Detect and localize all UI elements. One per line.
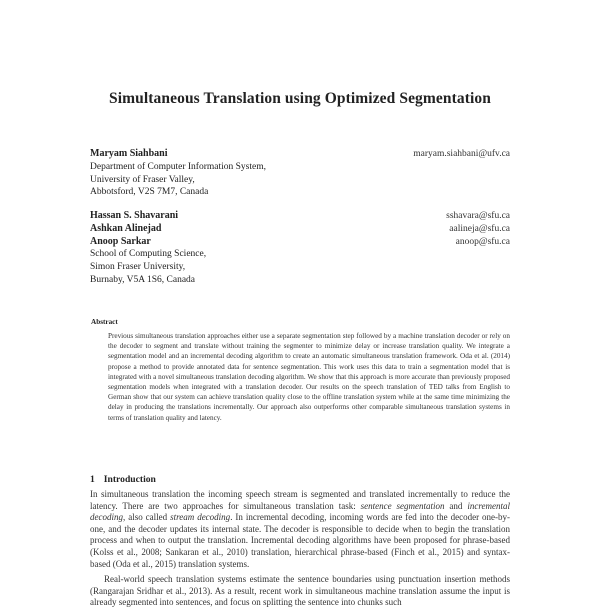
author-email-group [446, 210, 510, 248]
text-run: . In incremental decoding, incoming words are fed into the decoder one-by-one, and the decoder updates its internal state. The decoder is responsible to decide when to begin the translation process and when to output the translation. Incremental decoding algorithms have been proposed for phrase-based (Kolss et al., 2008; Sankaran et al., 2010) translation, hierarchical phrase-based (Finch et al., 2015) and syntax-based (Oda et al., 2015) translation systems. [90, 512, 511, 569]
text-run: and [444, 500, 468, 511]
author-name: Anoop Sarkar [90, 235, 151, 247]
affiliation-line: University of Fraser Valley, [90, 174, 195, 185]
text-run: , also called [123, 512, 171, 523]
affiliation-line: Abbotsford, V2S 7M7, Canada [90, 187, 209, 198]
author-name: Ashkan Alinejad [90, 222, 162, 234]
affiliation-line: School of Computing Science, [90, 249, 207, 260]
author-email[interactable]: sshavara@sfu.ca [446, 211, 510, 221]
author-email[interactable]: maryam.siahbani@ufv.ca [413, 149, 510, 159]
abstract-heading: Abstract [91, 318, 118, 326]
section-heading [90, 474, 156, 485]
author-name: Maryam Siahbani [90, 148, 168, 159]
section-number: 1 [90, 474, 95, 485]
affiliation-line: Burnaby, V5A 1S6, Canada [90, 274, 196, 285]
italic-term: sentence segmentation [360, 500, 445, 511]
section-title: Introduction [103, 474, 156, 485]
paper-title: Simultaneous Translation using Optimized Segmentation [109, 90, 491, 107]
text-run: In simultaneous translation the incoming speech stream is segmented and translated incrementally to reduce the latency. There are two approaches for simultaneous translation task: [90, 489, 510, 511]
author-email[interactable]: anoop@sfu.ca [455, 236, 510, 247]
author-name: Hassan S. Shavarani [90, 210, 179, 221]
abstract-text: Previous simultaneous translation approaches either use a separate segmentation step followed by a machine translation decoder or rely on the decoder to segment and translate without training the segmenter to minimize delay or increase translation quality. We integrate a segmentation model and an incremental decoding algorithm to create an automatic simultaneous translation framework. Oda et al. (2014) propose a method to provide annotated data for sentence segmentation. This work uses this data to train a segmentation model that is integrated with a novel simultaneous translation decoding algorithm. We show that this approach is more accurate than previously proposed segmentation models when integrated with a translation decoder. Our results on the speech translation of TED talks from English to German show that our system can achieve translation quality close to the offline translation system while at the same time minimizing the delay in producing the translations incrementally. Our approach also outperforms other comparable simultaneous translation systems in terms of translation quality and latency. [108, 332, 510, 422]
affiliation-line: Department of Computer Information System, [90, 161, 266, 172]
affiliation-line: Simon Fraser University, [90, 262, 186, 273]
author-email[interactable]: aalineja@sfu.ca [449, 223, 510, 234]
italic-term: incremental decoding [90, 500, 510, 523]
italic-term: stream decoding [170, 512, 231, 523]
intro-paragraph-2: Real-world speech translation systems estimate the sentence boundaries using punctuation insertion methods (Rangarajan Sridhar et al., 2013). As a result, recent work in simultaneous machine translation assume the input is already segmented into sentences, and focus on splitting the sentence into chunks such [90, 574, 510, 608]
intro-paragraph-1 [90, 489, 510, 570]
